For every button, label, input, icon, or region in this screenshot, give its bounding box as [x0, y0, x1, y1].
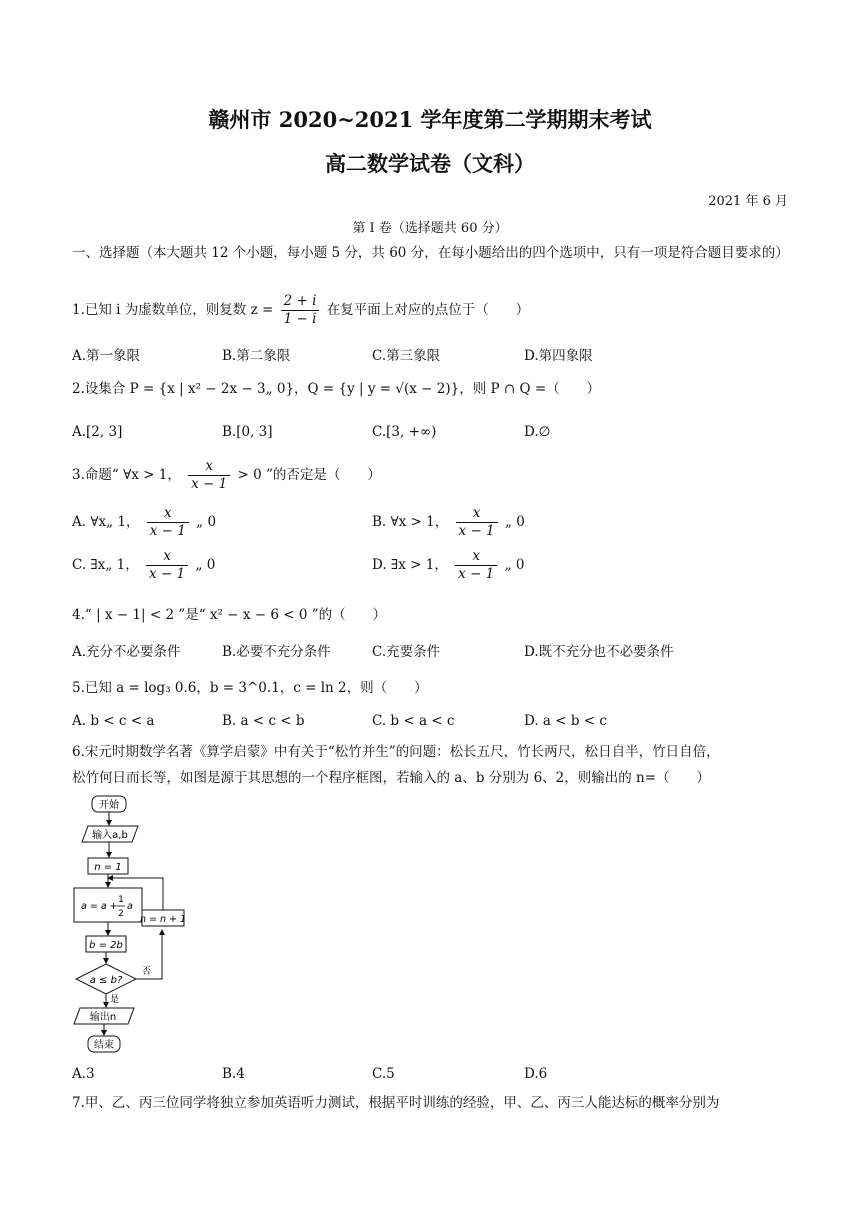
q3-option-b-numerator: x	[456, 505, 498, 523]
q1-fraction	[281, 293, 320, 328]
q2-option-b: B.[0, 3]	[222, 424, 273, 440]
q3-option-d-fraction	[455, 548, 497, 583]
q1-option-a: A.第一象限	[72, 348, 141, 364]
question-5: 5.已知 a = log₃ 0.6，b = 3^0.1，c = ln 2，则（ ）	[72, 680, 428, 696]
flow-end-label: 结束	[94, 1040, 114, 1051]
q3-option-c-post: „ 0	[195, 556, 216, 573]
q3-stem-before: 3.命题“ ∀x > 1，	[72, 466, 181, 483]
q3-option-c-fraction	[146, 548, 188, 583]
q3-fraction	[188, 458, 230, 493]
volume-heading: 第 I 卷（选择题共 60 分）	[352, 221, 508, 236]
q3-option-c-pre: C. ∃x„ 1，	[72, 556, 139, 573]
q6-option-d: D.6	[524, 1066, 548, 1082]
q3-option-a-post: „ 0	[196, 513, 217, 530]
flow-input-label: 输入a,b	[92, 830, 128, 841]
flow-yes-label: 是	[110, 995, 120, 1005]
q5-option-b: B. a < c < b	[222, 713, 305, 729]
q5-option-d: D. a < b < c	[524, 713, 607, 729]
question-2: 2.设集合 P = {x | x² − 2x − 3„ 0}，Q = {y | y = √(x − 2)}，则 P ∩ Q =（ ）	[72, 381, 601, 397]
flow-update-a-num: 1	[118, 895, 124, 905]
flow-update-a-post: a	[127, 901, 133, 912]
q3-option-d-denominator: x − 1	[458, 565, 495, 582]
flow-update-a-den: 2	[118, 909, 124, 919]
q5-option-c: C. b < a < c	[372, 713, 455, 729]
flow-decision-label: a ≤ b?	[89, 975, 123, 986]
q4-option-b: B.必要不充分条件	[222, 644, 331, 660]
q3-option-c-numerator: x	[146, 548, 188, 566]
question-6-line-1: 6.宋元时期数学名著《算学启蒙》中有关于“松竹并生”的问题：松长五尺，竹长两尺，松日自半，竹日自倍，	[72, 744, 720, 760]
q3-option-d-post: „ 0	[504, 556, 525, 573]
q3-option-b-post: „ 0	[504, 513, 525, 530]
q1-option-d: D.第四象限	[524, 348, 593, 364]
q3-fraction-numerator: x	[188, 458, 230, 476]
exam-subtitle: 高二数学试卷（文科）	[325, 151, 535, 176]
flow-increment-label: n = n + 1	[139, 914, 187, 925]
q4-option-d: D.既不充分也不必要条件	[524, 644, 674, 660]
flow-no-label: 否	[142, 967, 152, 977]
q2-option-a: A.[2, 3]	[72, 424, 123, 440]
flow-update-b-label: b = 2b	[89, 940, 123, 951]
q3-option-c	[72, 548, 215, 583]
q3-option-a-numerator: x	[147, 505, 189, 523]
q3-fraction-denominator: x − 1	[191, 475, 228, 492]
q6-option-a: A.3	[72, 1066, 95, 1082]
q4-option-a: A.充分不必要条件	[72, 644, 181, 660]
flow-start-label: 开始	[99, 800, 119, 811]
q3-option-c-denominator: x − 1	[149, 565, 186, 582]
q3-option-d	[372, 548, 524, 583]
q1-fraction-numerator: 2 + i	[281, 293, 320, 311]
q4-option-c: C.充要条件	[372, 644, 441, 660]
q1-stem-before: 1.已知 i 为虚数单位，则复数 z =	[72, 301, 274, 318]
q1-option-b: B.第二象限	[222, 348, 291, 364]
q6-flowchart	[66, 790, 206, 1060]
q3-option-b	[372, 505, 525, 540]
q3-option-a-denominator: x − 1	[149, 522, 186, 539]
question-6-line-2: 松竹何日而长等，如图是源于其思想的一个程序框图，若输入的 a、b 分别为 6、2，则输出的 n=（ ）	[72, 770, 711, 786]
q3-option-a	[72, 505, 216, 540]
q3-option-a-pre: A. ∀x„ 1，	[72, 513, 140, 530]
q3-stem-after: > 0 ”的否定是（ ）	[237, 466, 381, 483]
q5-option-a: A. b < c < a	[72, 713, 155, 729]
q1-stem-after: 在复平面上对应的点位于（ ）	[326, 301, 530, 318]
q2-option-c: C.[3, +∞)	[372, 424, 437, 440]
q3-option-d-pre: D. ∃x > 1，	[372, 556, 448, 573]
flow-update-a-pre: a = a +	[81, 901, 118, 912]
q6-option-c: C.5	[372, 1066, 395, 1082]
q1-fraction-denominator: 1 − i	[283, 310, 317, 327]
exam-date: 2021 年 6 月	[708, 194, 788, 209]
q3-option-b-pre: B. ∀x > 1，	[372, 513, 449, 530]
question-7: 7.甲、乙、丙三位同学将独立参加英语听力测试，根据平时训练的经验，甲、乙、丙三人能达标的概率分别为	[72, 1095, 720, 1111]
question-1	[72, 293, 529, 328]
section-intro: 一、选择题（本大题共 12 个小题，每小题 5 分，共 60 分，在每小题给出的四个选项中，只有一项是符合题目要求的）	[72, 245, 789, 261]
flow-init-label: n = 1	[94, 862, 122, 873]
question-4: 4.“ | x − 1| < 2 ”是“ x² − x − 6 < 0 ”的（ ）	[72, 607, 387, 623]
q3-option-b-denominator: x − 1	[458, 522, 495, 539]
question-3	[72, 458, 381, 493]
q1-option-c: C.第三象限	[372, 348, 441, 364]
q3-option-d-numerator: x	[455, 548, 497, 566]
flow-output-label: 输出n	[89, 1012, 117, 1023]
q2-option-d: D.∅	[524, 424, 551, 440]
q3-option-b-fraction	[456, 505, 498, 540]
q3-option-a-fraction	[147, 505, 189, 540]
exam-title: 赣州市 2020~2021 学年度第二学期期末考试	[208, 107, 652, 132]
q6-option-b: B.4	[222, 1066, 245, 1082]
